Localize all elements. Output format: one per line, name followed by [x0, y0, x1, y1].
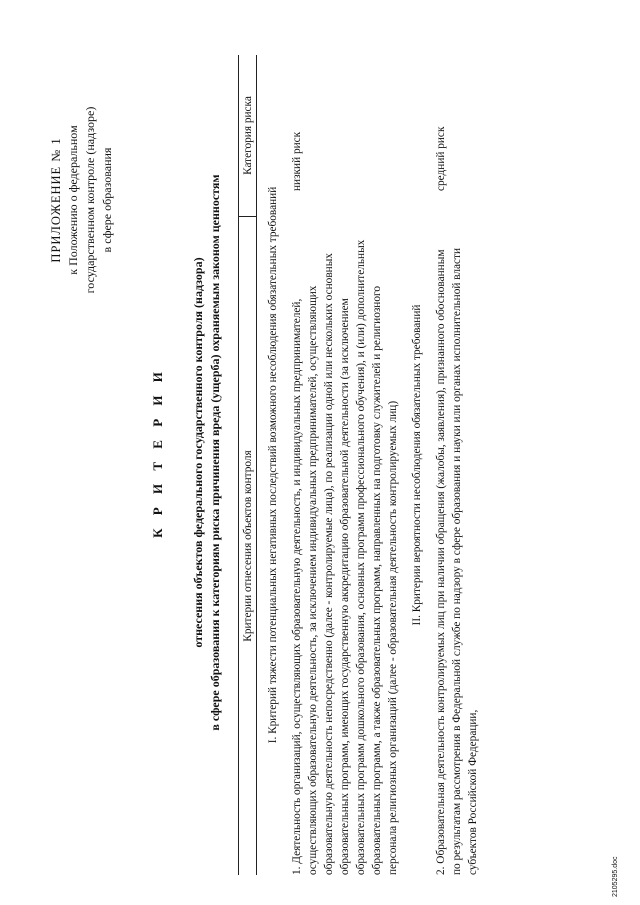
table-row: [433, 55, 481, 875]
table-header: [238, 55, 257, 875]
annex-line: в сфере образования: [100, 147, 114, 253]
column-divider: [239, 216, 256, 217]
document-heading: [190, 0, 224, 905]
risk-category: низкий риск: [291, 131, 303, 191]
criterion-text: 1. Деятельность организаций, осуществляющих образовательную деятельность, и индивидуальных предпринимателей, осуществляющих образовательную деятельность, за исключением индивидуальных предпринимателей, осуществляющих образовательную деятельность непосредственно (далее - контролируемые лица), по реализации одной или нескольких основных образовательных программ, имеющих государственную аккредитацию образовательной деятельности (за исключением образовательных программ дошкольного образования, основных программ профессионального обучения), и (или) дополнительных образовательных программ, а также образовательных программ, направленных на подготовку служителей и религиозного персонала религиозных организаций (далее - образовательная деятельность контролируемых лиц): [291, 239, 399, 875]
heading-line: отнесения объектов федерального государственного контроля (надзора): [191, 257, 205, 648]
document-code: 2105295.doc: [612, 856, 619, 897]
section-heading: I. Критерий тяжести потенциальных негативных последствий возможного несоблюдения обязательных требований: [267, 186, 279, 744]
column-header-category: Категория риска: [241, 96, 254, 175]
annex-line: к Положению о федеральном: [66, 125, 80, 275]
annex-block: [48, 60, 116, 340]
table-row: [289, 55, 401, 875]
annex-line: государственном контроле (надзоре): [83, 106, 97, 294]
column-header-criteria: Критерии отнесения объектов контроля: [241, 450, 254, 642]
heading-line: в сфере образования к категориям риска причинения вреда (ущерба) охраняемым законом ценностям: [208, 174, 222, 731]
annex-title: ПРИЛОЖЕНИЕ № 1: [49, 137, 63, 263]
risk-category: средний риск: [435, 126, 447, 191]
criteria-table: [238, 55, 481, 875]
criterion-text: 2. Образовательная деятельность контролируемых лиц при наличии обращения (жалобы, заявления), признанного обоснованным по результатам рассмотрения в Федеральной службе по надзору в сфере образования и науки или органах исполнительной власти субъектов Российской Федерации,: [435, 247, 479, 875]
document-title: К Р И Т Е Р И И: [150, 367, 165, 538]
section-heading: II. Критерии вероятности несоблюдения обязательных требований: [411, 304, 423, 626]
